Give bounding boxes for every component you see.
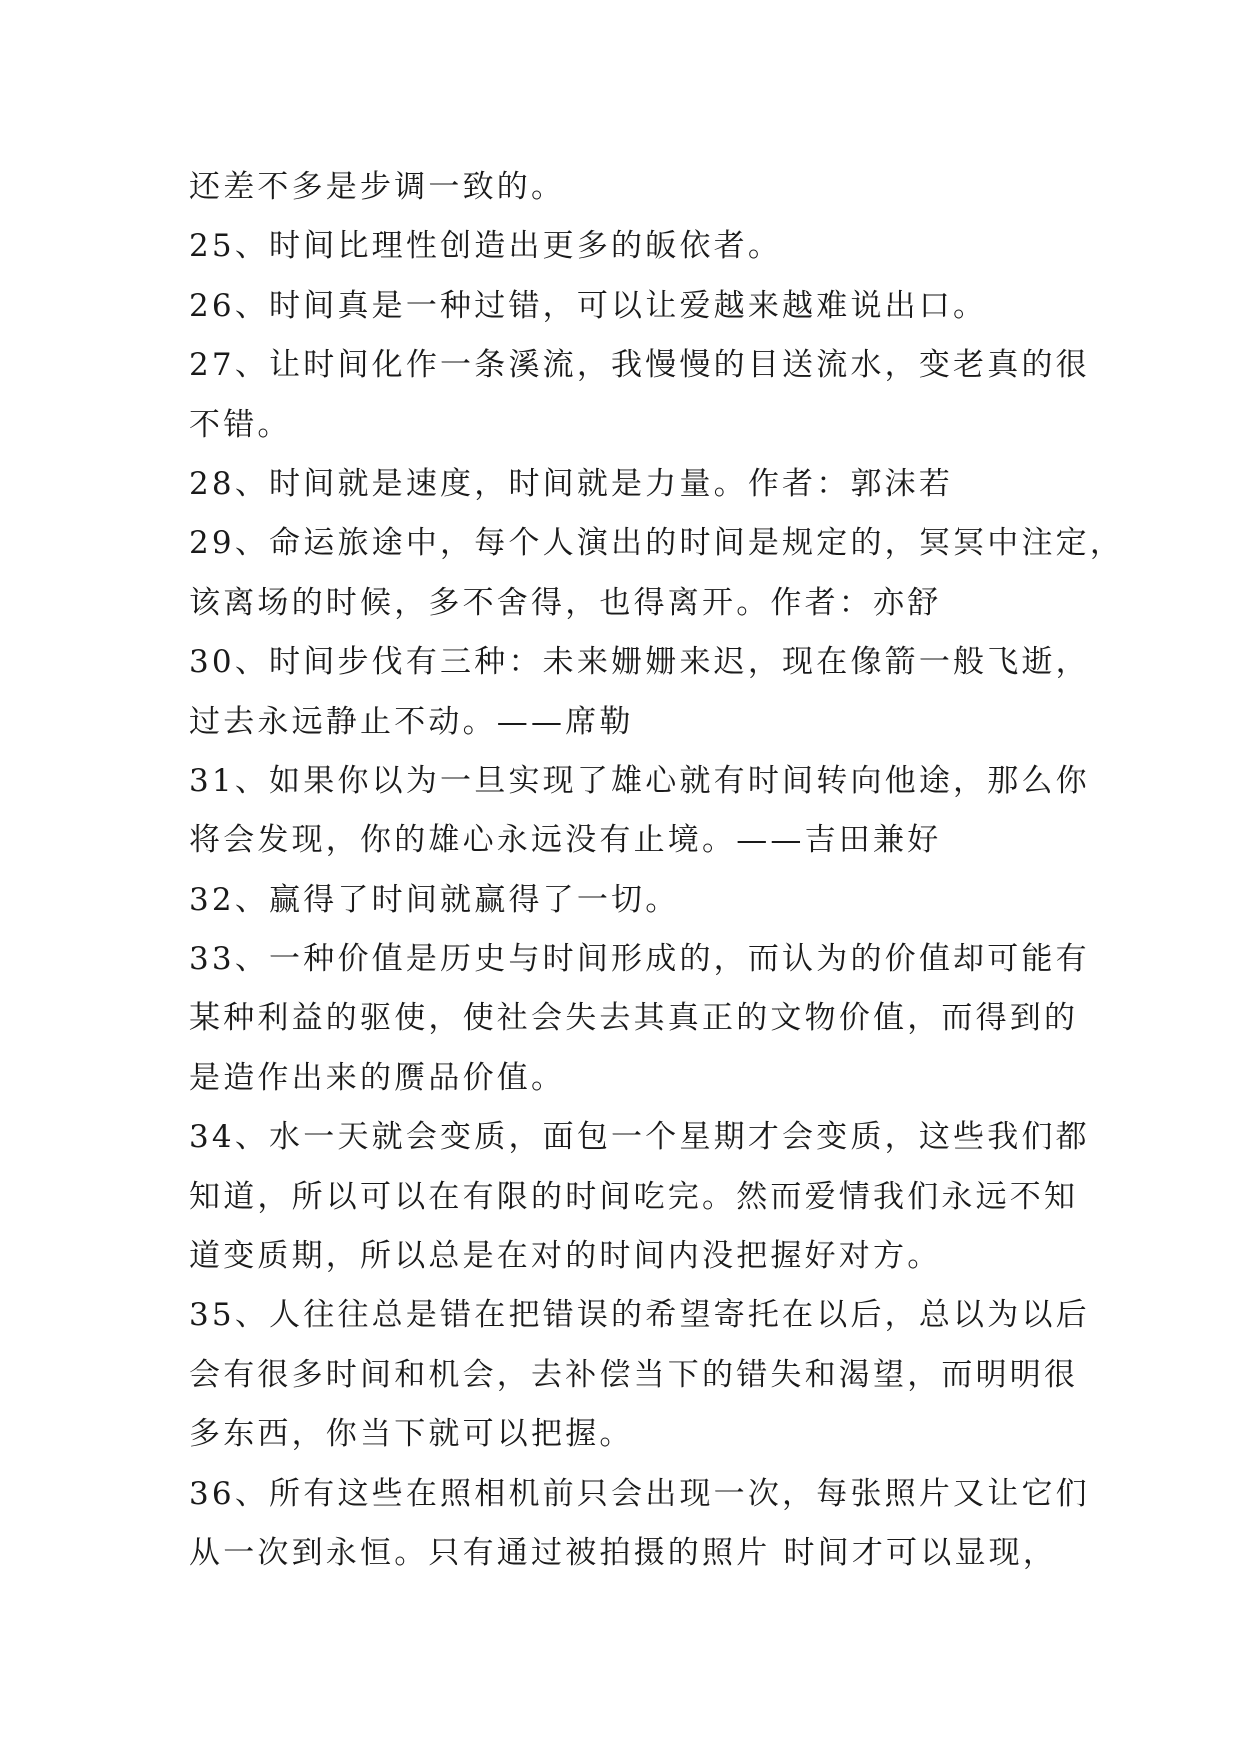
document-body (189, 158, 1125, 1583)
text-line: 道变质期，所以总是在对的时间内没把握好对方。 (189, 1238, 942, 1275)
text-line: 25、时间比理性创造出更多的皈依者。 (189, 228, 783, 265)
text-line: 32、赢得了时间就赢得了一切。 (189, 881, 680, 918)
text-line: 从一次到永恒。只有通过被拍摄的照片 时间才可以显现， (189, 1534, 1058, 1571)
text-line: 30、时间步伐有三种：未来姗姗来迟，现在像箭一般飞逝， (189, 644, 1090, 681)
text-line: 将会发现，你的雄心永远没有止境。——吉田兼好 (189, 822, 942, 859)
text-line: 不错。 (189, 406, 292, 443)
text-line: 该离场的时候，多不舍得，也得离开。作者：亦舒 (189, 584, 942, 621)
text-line: 还差不多是步调一致的。 (189, 169, 566, 205)
text-line: 27、让时间化作一条溪流，我慢慢的目送流水，变老真的很 (189, 347, 1090, 384)
text-line: 多东西，你当下就可以把握。 (189, 1416, 634, 1453)
text-line: 过去永远静止不动。——席勒 (189, 703, 634, 740)
text-line: 36、所有这些在照相机前只会出现一次，每张照片又让它们 (189, 1475, 1090, 1512)
text-line: 某种利益的驱使，使社会失去其真正的文物价值，而得到的 (189, 1000, 1079, 1037)
text-line: 29、命运旅途中，每个人演出的时间是规定的，冥冥中注定， (189, 525, 1125, 562)
text-line: 知道，所以可以在有限的时间吃完。然而爱情我们永远不知 (189, 1178, 1079, 1215)
text-line: 28、时间就是速度，时间就是力量。作者：郭沫若 (189, 465, 954, 502)
text-line: 33、一种价值是历史与时间形成的，而认为的价值却可能有 (189, 941, 1090, 978)
text-line: 会有很多时间和机会，去补偿当下的错失和渴望，而明明很 (189, 1356, 1079, 1393)
text-line: 35、人往往总是错在把错误的希望寄托在以后，总以为以后 (189, 1297, 1090, 1334)
text-line: 26、时间真是一种过错，可以让爱越来越难说出口。 (189, 287, 988, 324)
text-line: 34、水一天就会变质，面包一个星期才会变质，这些我们都 (189, 1119, 1090, 1156)
text-line: 31、如果你以为一旦实现了雄心就有时间转向他途，那么你 (189, 762, 1090, 799)
text-line: 是造作出来的赝品价值。 (189, 1059, 566, 1096)
